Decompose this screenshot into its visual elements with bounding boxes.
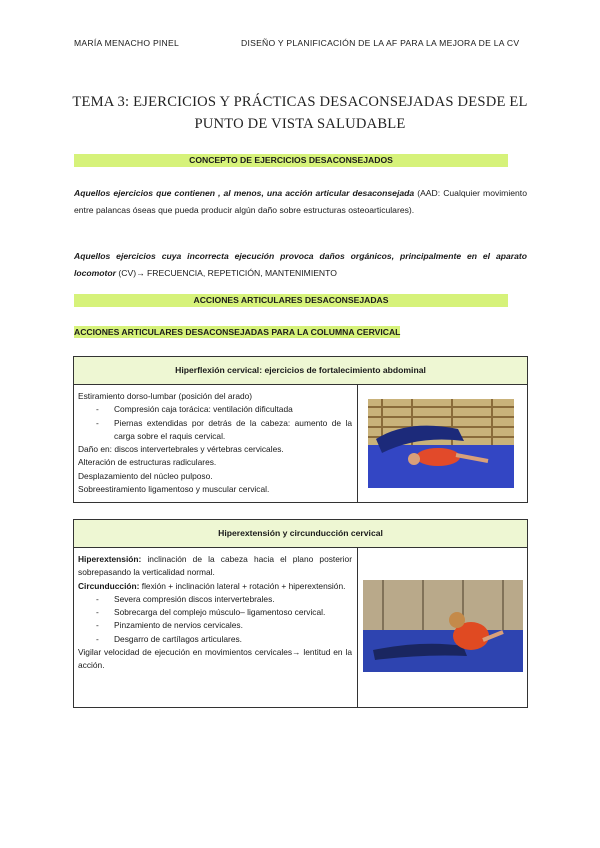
subheading-columna-cervical: ACCIONES ARTICULARES DESACONSEJADAS PARA LA COLUMNA CERVICAL	[74, 327, 401, 337]
bullet-item: - Desgarro de cartílagos articulares.	[78, 633, 352, 646]
photo-hyperextension-exercise	[363, 580, 523, 672]
bullet-item: - Sobrecarga del complejo músculo– ligamentoso cervical.	[78, 606, 352, 619]
text-line: Sobreestiramiento ligamentoso y muscular cervical.	[78, 484, 270, 495]
text-line: Estiramiento dorso-lumbar (posición del arado)	[78, 391, 253, 401]
column-divider	[357, 548, 358, 707]
column-divider	[357, 385, 358, 502]
paragraph-1-emphasis: Aquellos ejercicios que contienen , al menos, una acción articular desaconsejada	[74, 188, 415, 198]
text-line: Desplazamiento del núcleo pulposo.	[78, 470, 213, 481]
circunduccion-definition: flexión + inclinación lateral + rotación + hiperextensión.	[139, 580, 346, 591]
text-line	[78, 553, 352, 580]
paragraph-2-emphasis: Aquellos ejercicios cuya incorrecta ejecución provoca daños orgánicos, principalmente en el aparato locomotor	[74, 251, 527, 278]
text-line	[78, 580, 352, 593]
table-hiperextension-title: Hiperextensión y circunducción cervical	[74, 520, 527, 548]
bullet-item: - Severa compresión discos intervertebrales.	[78, 593, 352, 606]
page-title	[60, 91, 540, 135]
header-author: MARÍA MENACHO PINEL	[74, 38, 180, 48]
bullet-item: - Piernas extendidas por detrás de la cabeza: aumento de la carga sobre el raquis cervical.	[78, 417, 352, 444]
title-line-2: PUNTO DE VISTA SALUDABLE	[194, 116, 406, 132]
photo-plough-position	[368, 399, 514, 488]
table-hiperflexion	[73, 356, 528, 503]
section-heading-acciones: ACCIONES ARTICULARES DESACONSEJADAS	[74, 294, 508, 307]
title-line-1: TEMA 3: EJERCICIOS Y PRÁCTICAS DESACONSEJADAS DESDE EL	[72, 94, 528, 110]
table-hiperextension-body	[74, 548, 527, 707]
bullet-item: - Compresión caja torácica: ventilación dificultada	[78, 403, 352, 416]
hiperextension-definition: inclinación de la cabeza hacia el plano posterior sobrepasando la verticalidad normal.	[78, 554, 352, 578]
bullet-item: - Pinzamiento de nervios cervicales.	[78, 619, 352, 632]
label-hiperextension: Hiperextensión:	[78, 554, 142, 564]
paragraph-definition-1	[74, 185, 527, 218]
table-hiperextension-text	[78, 553, 352, 673]
paragraph-2-text: (CV)→ FRECUENCIA, REPETICIÓN, MANTENIMIENTO	[116, 267, 337, 278]
label-circunduccion: Circunducción:	[78, 580, 140, 591]
header-course: DISEÑO Y PLANIFICACIÓN DE LA AF PARA LA MEJORA DE LA CV	[241, 38, 520, 48]
table-hiperextension	[73, 519, 528, 708]
section-heading-concepto: CONCEPTO DE EJERCICIOS DESACONSEJADOS	[74, 154, 508, 167]
text-line: Alteración de estructuras radiculares.	[78, 457, 217, 468]
text-line: Daño en: discos intervertebrales y vértebras cervicales.	[78, 444, 284, 455]
table-hiperflexion-body	[74, 385, 527, 502]
paragraph-definition-2	[74, 248, 527, 281]
text-line: Vigilar velocidad de ejecución en movimientos cervicales→ lentitud en la acción.	[78, 647, 352, 671]
paragraph-1-text: (AAD: Cualquier movimiento entre palancas óseas que pueda producir algún daño sobre estructuras osteoarticulares).	[74, 188, 527, 215]
table-hiperflexion-title: Hiperflexión cervical: ejercicios de fortalecimiento abdominal	[74, 357, 527, 385]
table-hiperflexion-text	[78, 390, 352, 496]
